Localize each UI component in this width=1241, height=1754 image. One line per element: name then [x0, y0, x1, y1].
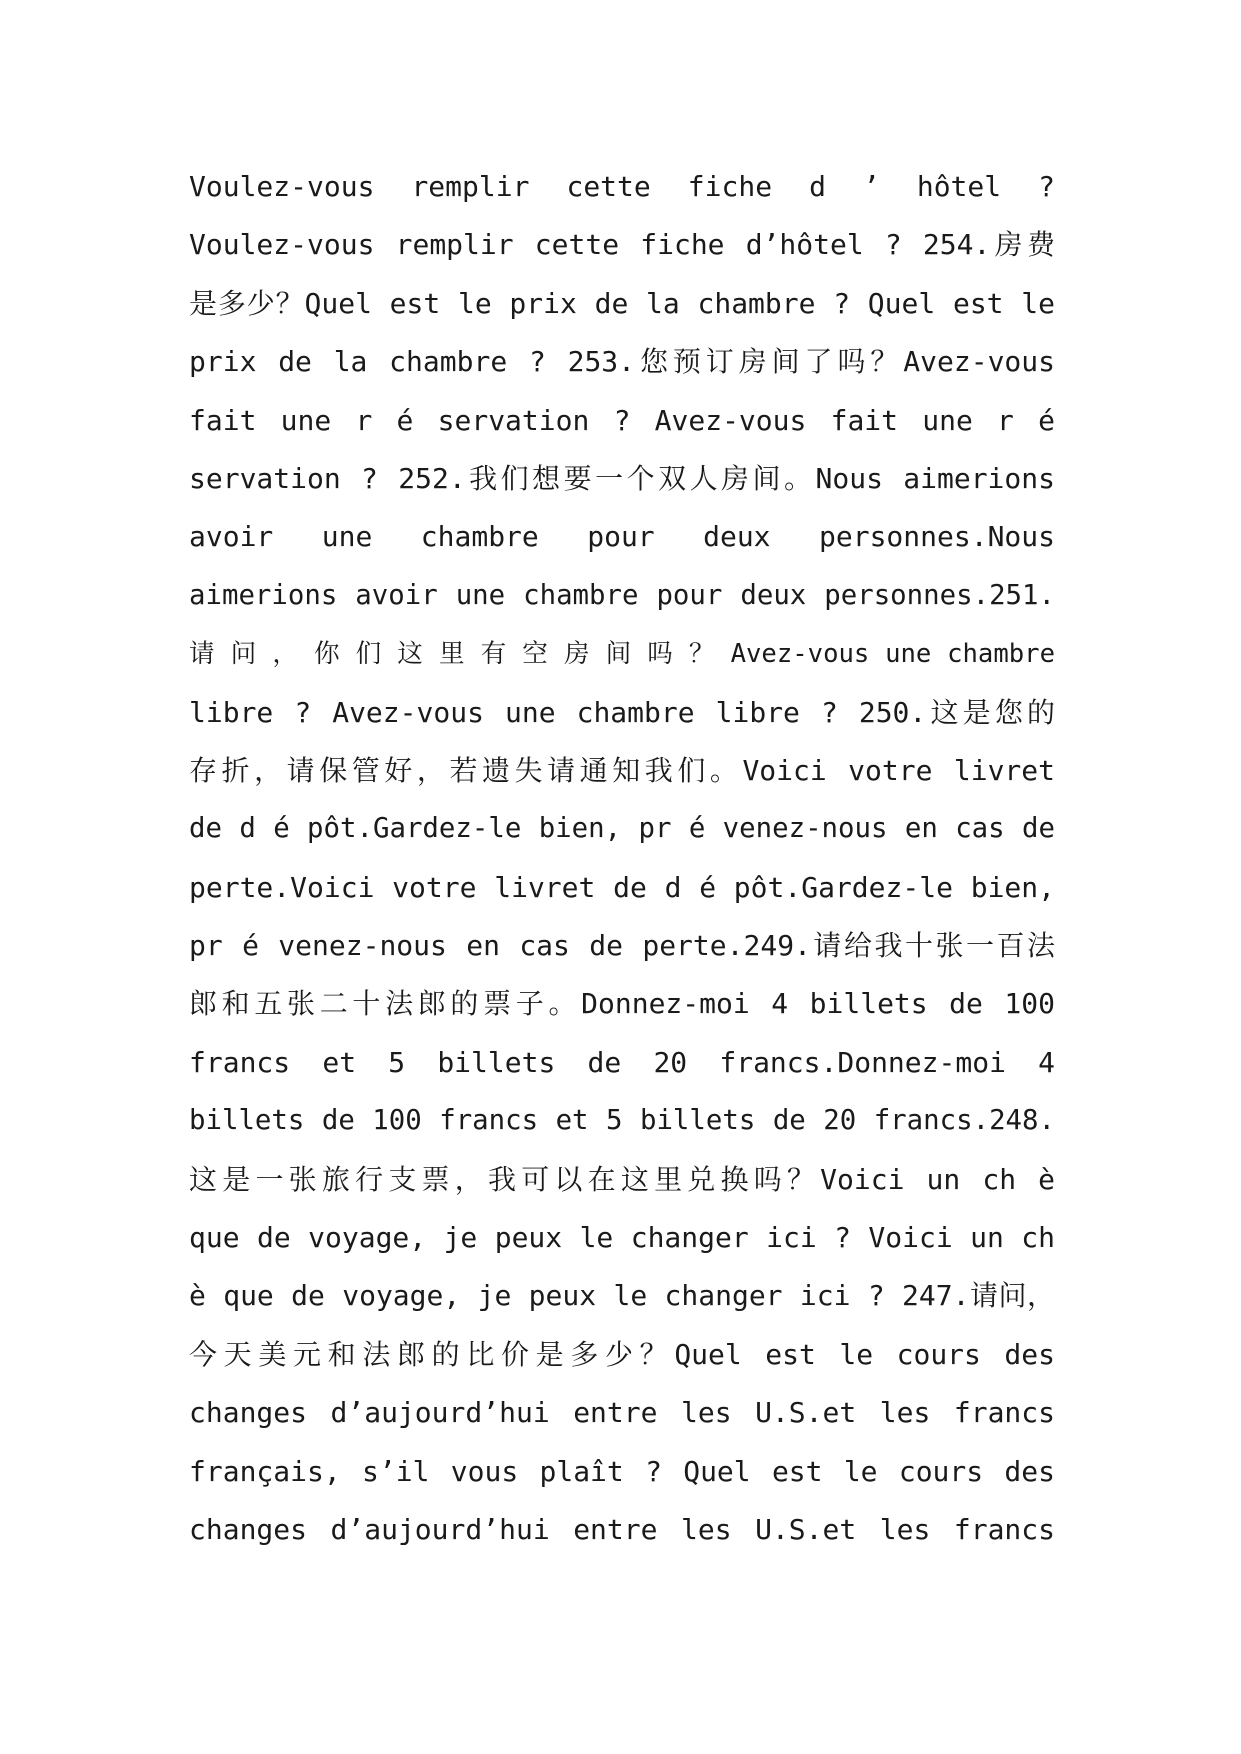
text-line: 今天美元和法郎的比价是多少？Quel est le cours des [189, 1337, 1055, 1371]
text-line: pr é venez-nous en cas de perte.249.请给我十张一百法 [189, 929, 1055, 963]
text-line: libre ? Avez-vous une chambre libre ? 250.这是您的 [189, 695, 1055, 729]
body-text [189, 158, 1055, 1559]
text-line: changes d’aujourd’hui entre les U.S.et les francs [189, 1512, 1055, 1546]
text-line: de d é pôt.Gardez-le bien, pr é venez-nous en cas de [189, 813, 1055, 845]
text-line: francs et 5 billets de 20 francs.Donnez-moi 4 [189, 1045, 1055, 1079]
text-line: 这是一张旅行支票，我可以在这里兑换吗？Voici un ch è [189, 1162, 1055, 1196]
text-line: è que de voyage, je peux le changer ici ? 247.请问， [189, 1279, 1055, 1313]
text-line: changes d’aujourd’hui entre les U.S.et les francs [189, 1396, 1055, 1430]
text-line: 请 问 ， 你 们 这 里 有 空 房 间 吗 ？ Avez-vous une chambre [189, 639, 1055, 670]
text-line: billets de 100 francs et 5 billets de 20 francs.248. [189, 1105, 1055, 1137]
text-line: 郎和五张二十法郎的票子。Donnez-moi 4 billets de 100 [189, 987, 1055, 1021]
text-line: servation ? 252.我们想要一个双人房间。Nous aimerions [189, 461, 1055, 495]
text-line: Voulez-vous remplir cette fiche d’hôtel ? 254.房费 [189, 228, 1055, 262]
text-line: perte.Voici votre livret de d é pôt.Gardez-le bien, [189, 870, 1055, 904]
text-line: 存折，请保管好，若遗失请通知我们。Voici votre livret [189, 753, 1055, 787]
text-line: 是多少？Quel est le prix de la chambre ? Quel est le [189, 286, 1055, 320]
text-line: prix de la chambre ? 253.您预订房间了吗？Avez-vous [189, 345, 1055, 379]
text-line: aimerions avoir une chambre pour deux personnes.251. [189, 579, 1055, 611]
text-line: avoir une chambre pour deux personnes.Nous [189, 520, 1055, 554]
text-line: fait une r é servation ? Avez-vous fait une r é [189, 403, 1055, 437]
text-line: que de voyage, je peux le changer ici ? Voici un ch [189, 1221, 1055, 1255]
text-line: Voulez-vous remplir cette fiche d ’ hôtel ? [189, 170, 1055, 203]
text-line: français, s’il vous plaît ? Quel est le cours des [189, 1454, 1055, 1488]
